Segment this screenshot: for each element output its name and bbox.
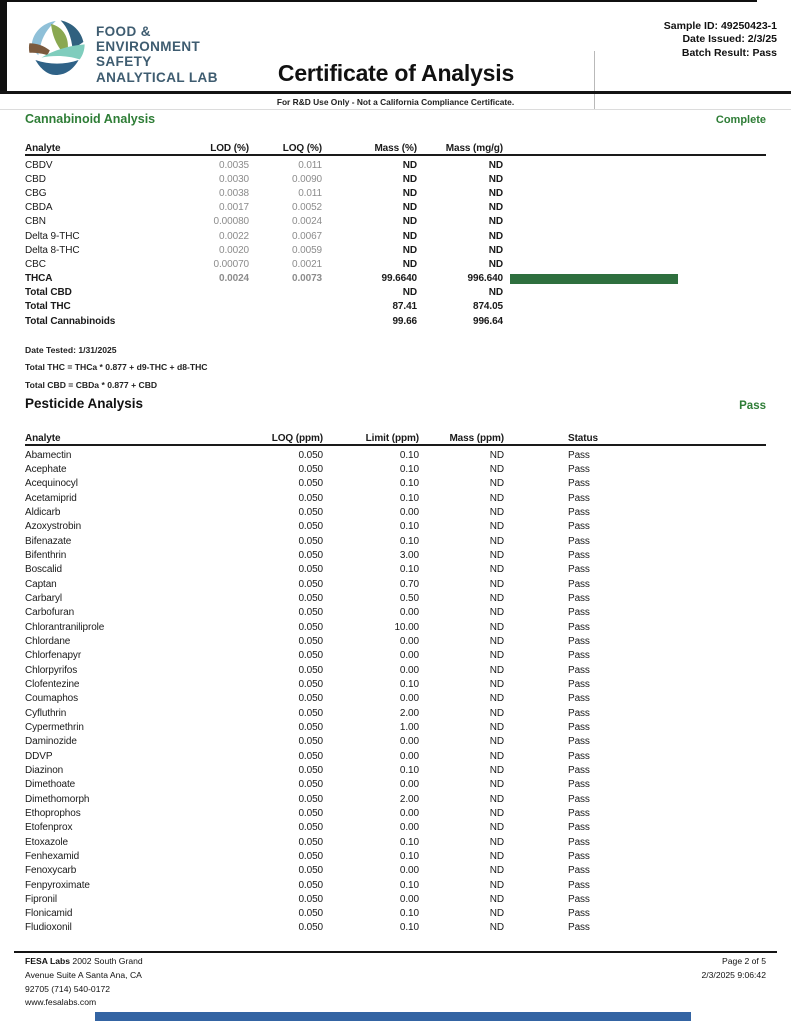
table-row: Ethoprophos 0.050 0.00 ND Pass bbox=[25, 807, 590, 819]
table-row: CBC 0.00070 0.0021 ND ND bbox=[25, 258, 503, 270]
table-row: Coumaphos 0.050 0.00 ND Pass bbox=[25, 693, 590, 705]
section-title-pesticide: Pesticide Analysis bbox=[25, 396, 144, 411]
thca-mass-bar bbox=[510, 274, 678, 284]
table-row: Total THC 87.41 874.05 bbox=[25, 301, 503, 313]
scan-edge-left bbox=[0, 0, 7, 94]
sample-id: Sample ID: 49250423-1 bbox=[663, 20, 777, 32]
footer-address-line: 2002 South Grand bbox=[70, 956, 143, 966]
lab-name bbox=[96, 24, 218, 85]
note-date-tested: Date Tested: 1/31/2025 bbox=[25, 345, 117, 355]
footer-meta bbox=[701, 955, 766, 983]
footer-page-number: Page 2 of 5 bbox=[722, 956, 766, 966]
column-header: LOD (%) bbox=[210, 143, 249, 154]
column-header: Limit (ppm) bbox=[365, 433, 419, 444]
date-issued: Date Issued: 2/3/25 bbox=[682, 33, 777, 46]
column-header: LOQ (ppm) bbox=[271, 433, 323, 444]
sample-info bbox=[664, 20, 777, 60]
cannabinoid-table bbox=[25, 142, 766, 328]
table-row: CBD 0.0030 0.0090 ND ND bbox=[25, 173, 503, 185]
table-row: Carbofuran 0.050 0.00 ND Pass bbox=[25, 607, 590, 619]
lab-name-line: ANALYTICAL LAB bbox=[96, 69, 218, 85]
table-row: Etofenprox 0.050 0.00 ND Pass bbox=[25, 822, 590, 834]
table-row: Delta 9-THC 0.0022 0.0067 ND ND bbox=[25, 230, 503, 242]
table-row: CBDA 0.0017 0.0052 ND ND bbox=[25, 202, 503, 214]
table-row: Daminozide 0.050 0.00 ND Pass bbox=[25, 736, 590, 748]
lab-name-line: ENVIRONMENT bbox=[96, 39, 201, 55]
footer-datetime: 2/3/2025 9:06:42 bbox=[701, 969, 766, 980]
column-header: LOQ (%) bbox=[282, 143, 322, 154]
table-row: Fipronil 0.050 0.00 ND Pass bbox=[25, 893, 590, 905]
table-row: Delta 8-THC 0.0020 0.0059 ND ND bbox=[25, 244, 503, 256]
table-row: Fenhexamid 0.050 0.10 ND Pass bbox=[25, 850, 590, 862]
table-row: Captan 0.050 0.70 ND Pass bbox=[25, 578, 590, 590]
table-row: Acequinocyl 0.050 0.10 ND Pass bbox=[25, 478, 590, 490]
table-row: Azoxystrobin 0.050 0.10 ND Pass bbox=[25, 521, 590, 533]
table-row: Dimethoate 0.050 0.00 ND Pass bbox=[25, 779, 590, 791]
lab-logo bbox=[27, 17, 87, 79]
page-title: Certificate of Analysis bbox=[277, 60, 515, 86]
footer-address-line: Avenue Suite A Santa Ana, CA bbox=[25, 969, 142, 980]
table-row: Fludioxonil 0.050 0.10 ND Pass bbox=[25, 922, 590, 934]
table-row: Chlordane 0.050 0.00 ND Pass bbox=[25, 635, 590, 647]
table-row: Chlorfenapyr 0.050 0.00 ND Pass bbox=[25, 650, 590, 662]
footer-company: FESA Labs bbox=[25, 956, 71, 966]
column-header: Analyte bbox=[25, 433, 61, 444]
table-row: DDVP 0.050 0.00 ND Pass bbox=[25, 750, 590, 762]
header-rule bbox=[0, 91, 791, 94]
section-title-cannabinoid: Cannabinoid Analysis bbox=[25, 112, 156, 126]
disclaimer-rule bbox=[0, 109, 791, 110]
table-row: CBG 0.0038 0.011 ND ND bbox=[25, 187, 503, 199]
table-row: Fenoxycarb 0.050 0.00 ND Pass bbox=[25, 865, 590, 877]
table-row: Chlorpyrifos 0.050 0.00 ND Pass bbox=[25, 664, 590, 676]
column-header: Analyte bbox=[25, 143, 61, 154]
pesticide-table-body bbox=[25, 446, 766, 935]
footer-rule bbox=[14, 951, 777, 953]
pesticide-table-header bbox=[25, 432, 766, 446]
table-row: Diazinon 0.050 0.10 ND Pass bbox=[25, 764, 590, 776]
table-row: Carbaryl 0.050 0.50 ND Pass bbox=[25, 592, 590, 604]
table-row: Acetamiprid 0.050 0.10 ND Pass bbox=[25, 492, 590, 504]
column-header: Mass (%) bbox=[374, 143, 417, 154]
disclaimer: For R&D Use Only - Not a California Compliance Certificate. bbox=[276, 97, 515, 107]
batch-result: Batch Result: Pass bbox=[681, 46, 777, 59]
table-row: Etoxazole 0.050 0.10 ND Pass bbox=[25, 836, 590, 848]
lab-name-line: FOOD & bbox=[96, 24, 151, 39]
table-row: CBDV 0.0035 0.011 ND ND bbox=[25, 159, 503, 171]
table-row: CBN 0.00080 0.0024 ND ND bbox=[25, 216, 503, 228]
cannabinoid-notes bbox=[25, 342, 208, 394]
cannabinoid-table-header bbox=[25, 142, 766, 156]
column-header: Mass (ppm) bbox=[449, 433, 504, 444]
table-row: Flonicamid 0.050 0.10 ND Pass bbox=[25, 908, 590, 920]
table-row: Aldicarb 0.050 0.00 ND Pass bbox=[25, 506, 590, 518]
table-row: Abamectin 0.050 0.10 ND Pass bbox=[25, 449, 590, 461]
table-row: Chlorantraniliprole 0.050 10.00 ND Pass bbox=[25, 621, 590, 633]
table-row: Cyfluthrin 0.050 2.00 ND Pass bbox=[25, 707, 590, 719]
scan-edge-top bbox=[0, 0, 757, 2]
table-row: Clofentezine 0.050 0.10 ND Pass bbox=[25, 678, 590, 690]
table-row: Total Cannabinoids 99.66 996.64 bbox=[25, 315, 503, 327]
table-row: Total CBD ND ND bbox=[25, 287, 503, 299]
cannabinoid-table-body bbox=[25, 156, 766, 328]
cannabinoid-status-badge: Complete bbox=[715, 114, 766, 126]
table-row: Boscalid 0.050 0.10 ND Pass bbox=[25, 564, 590, 576]
table-row: Dimethomorph 0.050 2.00 ND Pass bbox=[25, 793, 590, 805]
table-row: THCA 0.0024 0.0073 99.6640 996.640 bbox=[25, 272, 766, 286]
table-row: Fenpyroximate 0.050 0.10 ND Pass bbox=[25, 879, 590, 891]
note-total-cbd-formula: Total CBD = CBDa * 0.877 + CBD bbox=[25, 379, 158, 390]
footer-address-line: 92705 (714) 540-0172 bbox=[25, 983, 111, 994]
note-total-thc-formula: Total THC = THCa * 0.877 + d9-THC + d8-THC bbox=[25, 362, 208, 373]
pesticide-table bbox=[25, 432, 766, 935]
bottom-blue-bar bbox=[95, 1012, 691, 1021]
footer-address bbox=[25, 955, 143, 1010]
lab-name-line: SAFETY bbox=[96, 54, 152, 70]
table-row: Bifenazate 0.050 0.10 ND Pass bbox=[25, 535, 590, 547]
column-header: Status bbox=[568, 433, 598, 444]
pesticide-status-badge: Pass bbox=[739, 400, 766, 412]
table-row: Acephate 0.050 0.10 ND Pass bbox=[25, 463, 590, 475]
column-header: Mass (mg/g) bbox=[445, 143, 503, 154]
table-row: Cypermethrin 0.050 1.00 ND Pass bbox=[25, 721, 590, 733]
table-row: Bifenthrin 0.050 3.00 ND Pass bbox=[25, 549, 590, 561]
footer-website: www.fesalabs.com bbox=[25, 997, 97, 1008]
